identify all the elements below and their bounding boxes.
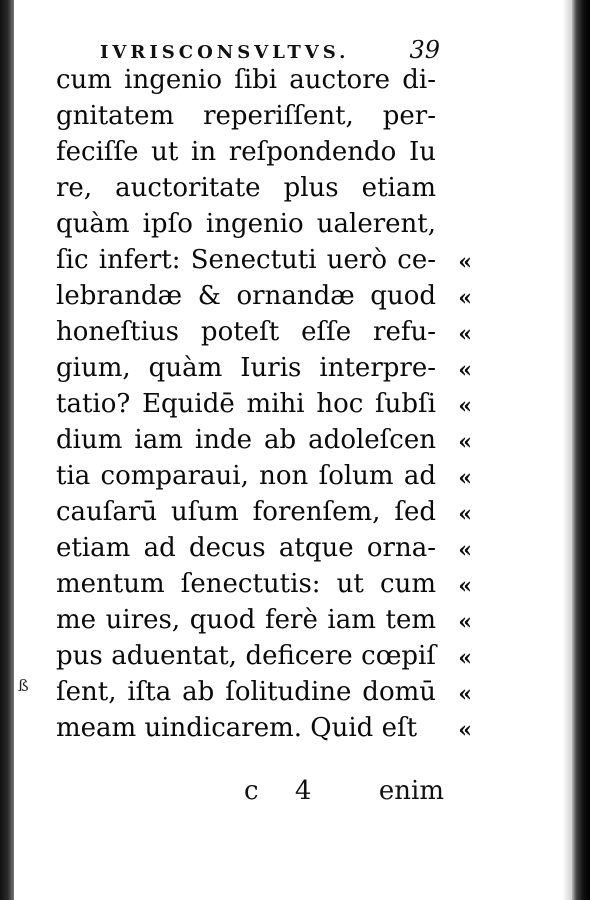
line-text: cum ingenio ſibi auctore di- [56,65,436,95]
text-line [56,386,470,422]
binding-shadow [572,0,590,900]
signature-mark: c 4 [244,776,326,806]
text-line [56,62,456,98]
quotation-mark: « [458,573,470,599]
line-text: dium iam inde ab adoleſcen [56,425,436,455]
text-line [56,422,470,458]
quotation-mark: « [458,501,470,527]
left-page-edge [0,0,14,900]
text-line [56,170,456,206]
line-text: me uires, quod ferè iam tem [56,605,436,635]
text-line [56,638,470,674]
line-text: quàm ipſo ingenio ualerent, [56,209,436,239]
line-text: tia comparaui, non ſolum ad [56,461,436,491]
text-line [56,458,470,494]
quotation-mark: « [458,429,470,455]
text-line [56,278,470,314]
quotation-mark: « [458,537,470,563]
text-line [56,530,470,566]
quotation-mark: « [458,609,470,635]
line-text: mentum ſenectutis: ut cum [56,569,436,599]
quotation-mark: « [458,717,470,743]
text-line [56,566,470,602]
line-text: pus aduentat, deficere cœpiſ [56,641,436,671]
quotation-mark: « [458,645,470,671]
line-text: gnitatem reperiſſent, per- [56,101,436,131]
line-text: lebrandæ & ornandæ quod [56,281,436,311]
page-footer [56,776,456,810]
quotation-mark: « [458,393,470,419]
quotation-mark: « [458,357,470,383]
text-line [56,710,470,746]
quotation-mark: « [458,465,470,491]
line-text: tatio? Equidē mihi hoc ſubſi [56,389,436,419]
line-text: ſic infert: Senectuti uerò ce- [56,245,436,275]
line-text: feciſſe ut in reſpondendo Iu [56,137,436,167]
page-number: 39 [409,36,440,64]
quotation-mark: « [458,285,470,311]
line-text: cauſarū uſum forenſem, ſed [56,497,436,527]
text-line [56,494,470,530]
line-text: gium, quàm Iuris interpre- [56,353,436,383]
text-line [56,350,470,386]
text-line [56,134,456,170]
line-text: ſent, iſta ab ſolitudine domū [56,677,436,707]
line-text: re, auctoritate plus etiam [56,173,436,203]
line-text: meam uindicarem. Quid eſt [56,713,418,743]
catchword: enim [378,776,444,806]
text-line [56,314,470,350]
quotation-mark: « [458,681,470,707]
text-line [56,206,456,242]
line-text: etiam ad decus atque orna- [56,533,436,563]
text-line [56,98,456,134]
text-line [56,602,470,638]
quotation-mark: « [458,249,470,275]
running-title: IVRISCONSVLTVS. [100,42,350,63]
text-block [56,62,470,746]
margin-mark: ß [18,676,29,695]
text-line [56,242,470,278]
line-text: honeſtius poteſt eſſe refu- [56,317,436,347]
quotation-mark: « [458,321,470,347]
text-line [56,674,470,710]
